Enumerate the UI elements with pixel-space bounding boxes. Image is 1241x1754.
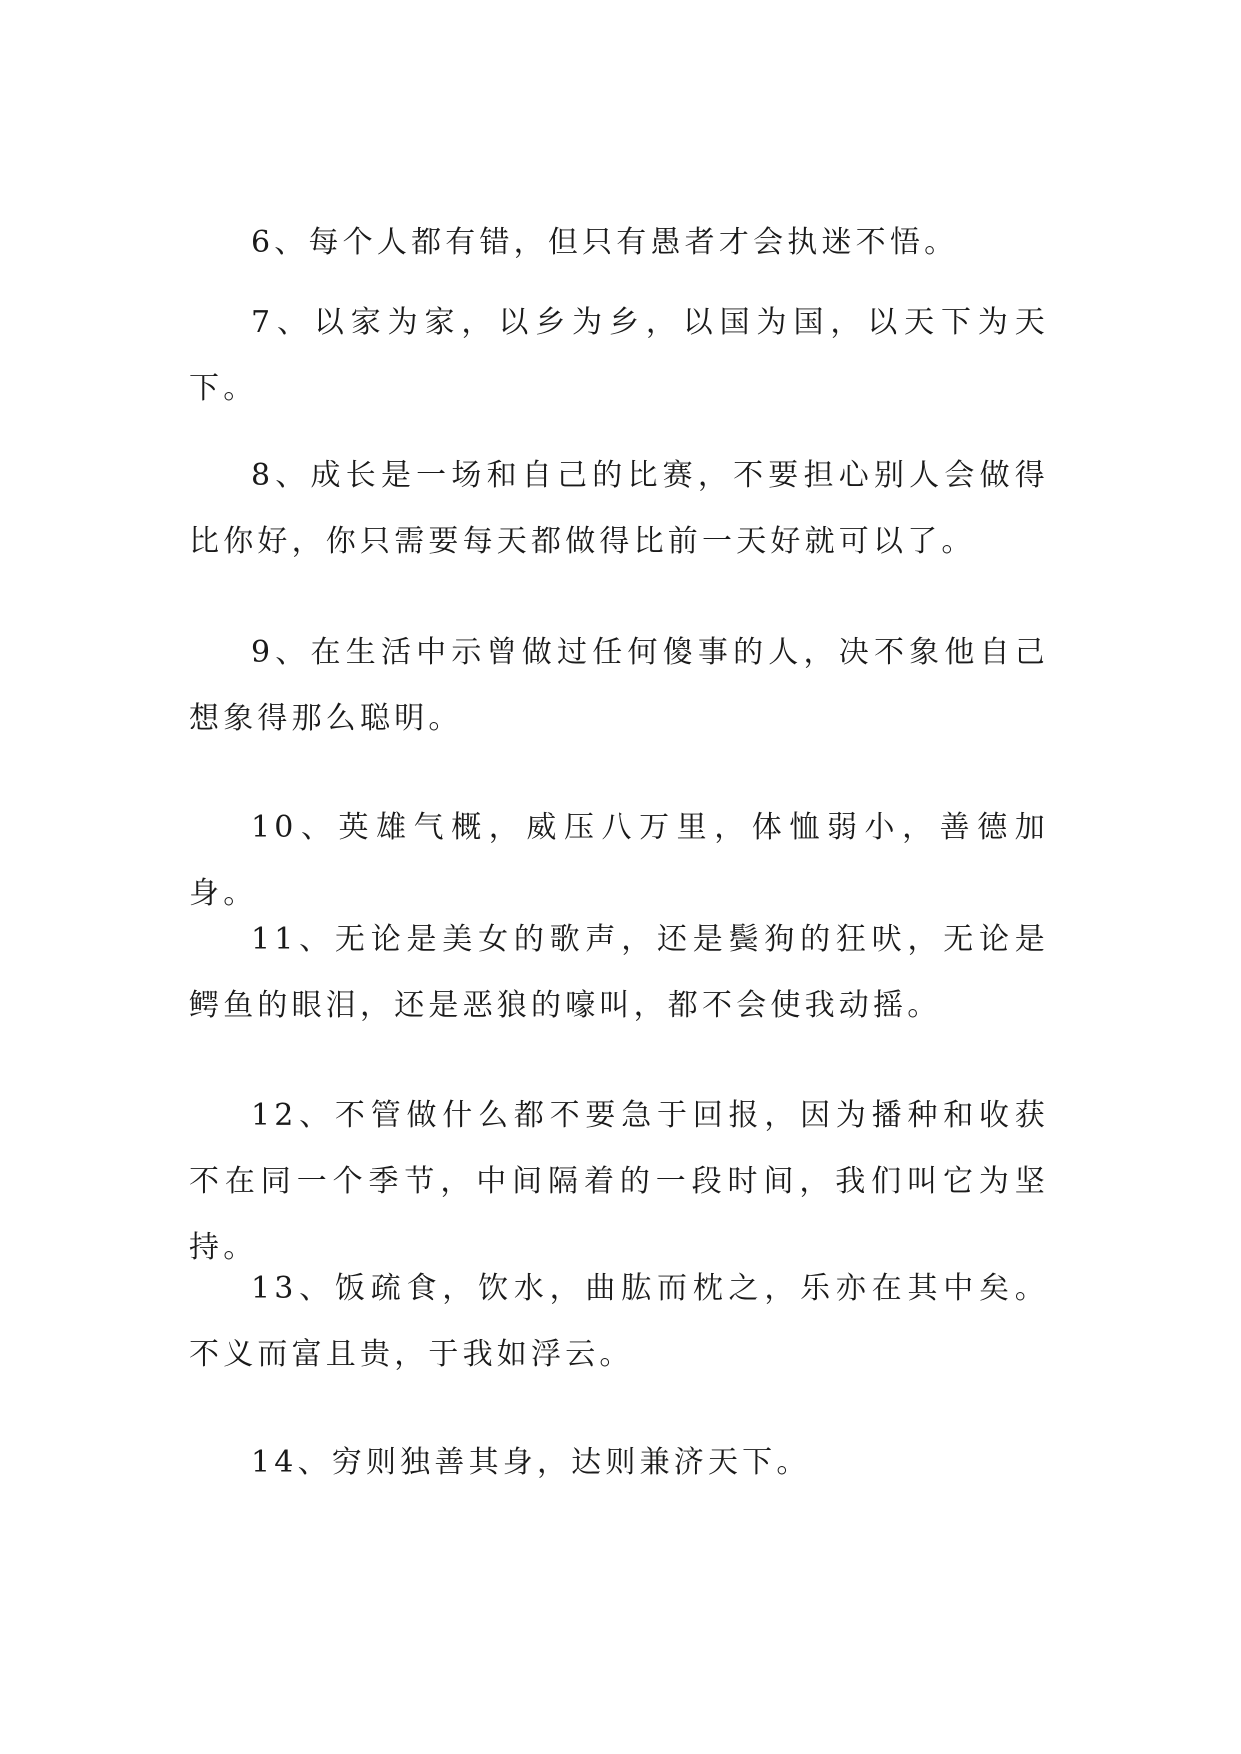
quote-paragraph-8: 8、成长是一场和自己的比赛，不要担心别人会做得比你好，你只需要每天都做得比前一天好就可以了。 [189,458,1049,559]
quote-paragraph-14: 14、穷则独善其身，达则兼济天下。 [251,1445,811,1480]
quote-paragraph-9: 9、在生活中示曾做过任何傻事的人，决不象他自己想象得那么聪明。 [189,635,1049,736]
quote-paragraph-6: 6、每个人都有错，但只有愚者才会执迷不悟。 [251,225,959,260]
quote-paragraph-11: 11、无论是美女的歌声，还是鬓狗的狂吠，无论是鳄鱼的眼泪，还是恶狼的嚎叫，都不会使我动摇。 [189,922,1049,1023]
quote-paragraph-12: 12、不管做什么都不要急于回报，因为播种和收获不在同一个季节，中间隔着的一段时间，我们叫它为坚持。 [189,1098,1049,1265]
quote-paragraph-10: 10、英雄气概，威压八万里，体恤弱小，善德加身。 [189,810,1049,911]
quote-paragraph-13: 13、饭疏食，饮水，曲肱而枕之，乐亦在其中矣。不义而富且贵，于我如浮云。 [189,1271,1049,1372]
quote-paragraph-7: 7、以家为家，以乡为乡，以国为国，以天下为天下。 [189,305,1049,406]
